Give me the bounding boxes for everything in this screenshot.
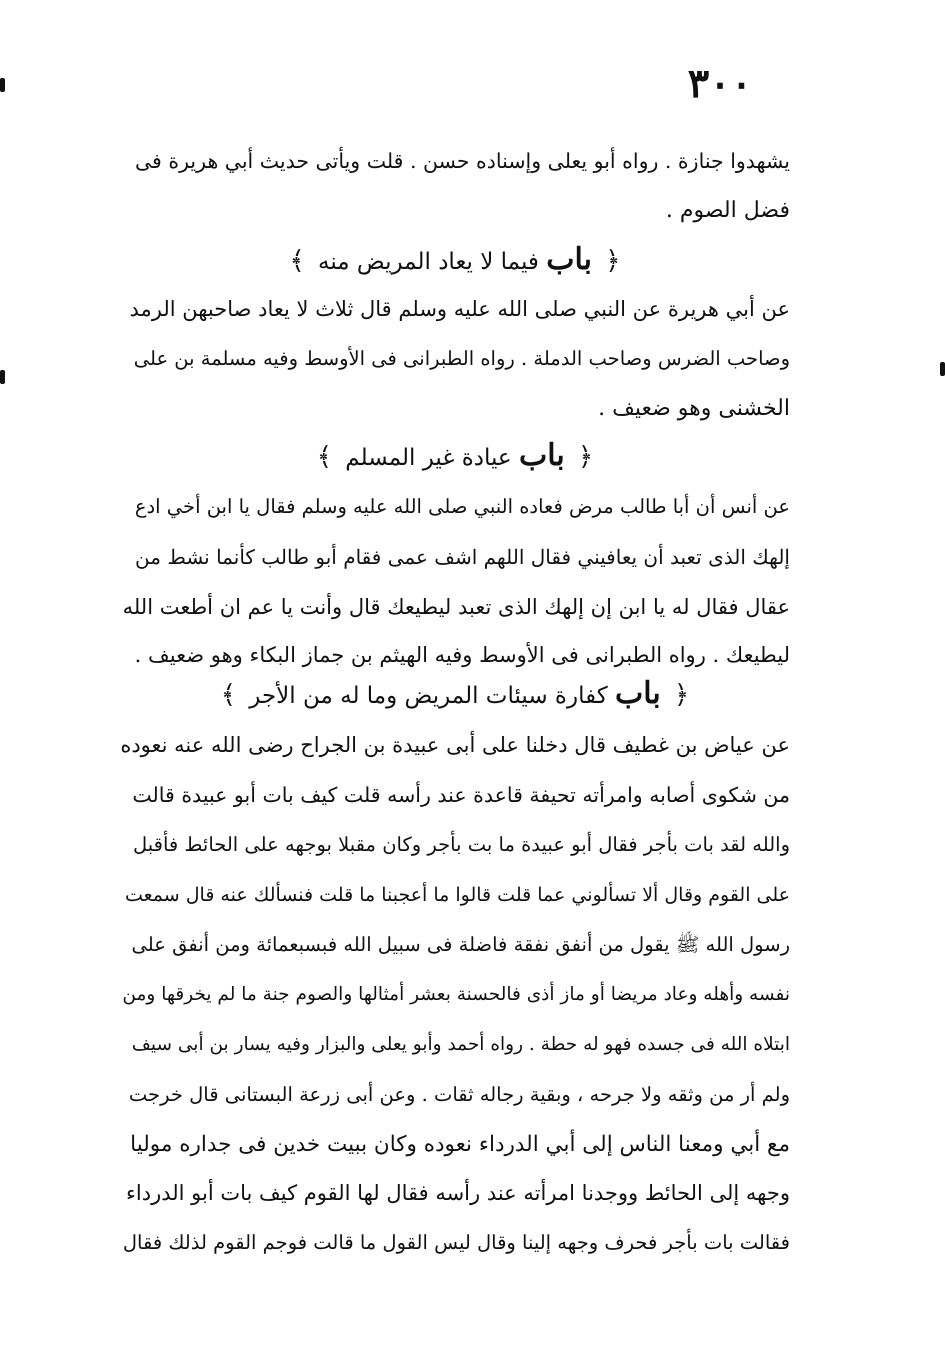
heading-bracket-open: ﴿ — [674, 680, 690, 710]
heading-bracket-close: ﴾ — [289, 246, 305, 276]
heading-bracket-open: ﴿ — [578, 442, 594, 472]
heading-bracket-open: ﴿ — [605, 246, 621, 276]
page-number: ٣٠٠ — [687, 60, 753, 107]
margin-mark — [0, 78, 5, 92]
section-heading — [120, 236, 790, 284]
text-line: ابتلاه الله فى جسده فهو له حطة . رواه أحمد وأبو يعلى والبزار وفيه يسار بن أبى سيف — [131, 1034, 790, 1055]
text-line: ليطيعك . رواه الطبرانى فى الأوسط وفيه الهيثم بن جماز البكاء وهو ضعيف . — [134, 643, 790, 667]
heading-bracket-close: ﴾ — [316, 442, 332, 472]
margin-mark — [940, 362, 945, 376]
text-line: وجهه إلى الحائط ووجدنا امرأته عند رأسه فقال لها القوم كيف بات أبو الدرداء — [126, 1181, 790, 1205]
text-line: عن أنس أن أبا طالب مرض فعاده النبي صلى الله عليه وسلم فقال يا ابن أخي ادع — [134, 495, 790, 518]
text-line: مع أبي ومعنا الناس إلى أبي الدرداء نعوده وكان ببيت خدين فى جداره موليا — [130, 1132, 790, 1157]
text-line: الخشنى وهو ضعيف . — [598, 396, 790, 421]
text-line: رسول الله ﷺ يقول من أنفق نفقة فاضلة فى سبيل الله فبسبعمائة ومن أنفق على — [131, 933, 790, 956]
heading-bab: باب — [546, 242, 592, 277]
text-line: ولم أر من وثقه ولا جرحه ، وبقية رجاله ثقات . وعن أبى زرعة البستانى قال خرجت — [128, 1083, 790, 1106]
heading-title: كفارة سيئات المريض وما له من الأجر — [249, 683, 608, 709]
heading-title: عيادة غير المسلم — [345, 445, 512, 471]
margin-mark — [0, 370, 5, 384]
section-heading — [120, 432, 790, 480]
heading-bab: باب — [615, 676, 661, 711]
text-line: على القوم وقال ألا تسألوني عما قلت قالوا ما أعجبنا ما قلت فنسألك عنه قال سمعت — [124, 884, 790, 906]
text-line: نفسه وأهله وعاد مريضا أو ماز أذى فالحسنة بعشر أمثالها والصوم جنة ما لم يخرقها ومن — [122, 984, 790, 1005]
heading-bracket-close: ﴾ — [220, 680, 236, 710]
text-line: فقالت بات بأجر فحرف وجهه إلينا وقال ليس القول ما قالت فوجم القوم لذلك فقال — [122, 1231, 790, 1254]
heading-bab: باب — [518, 438, 565, 473]
text-line: فضل الصوم . — [665, 198, 790, 223]
text-line: عقال فقال له يا ابن إن إلهك الذى تعبد ليطيعك قال وأنت يا عم ان أطعت الله — [122, 595, 790, 619]
text-line: والله لقد بات بأجر فقال أبو عبيدة ما بت بأجر وكان مقبلا بوجهه على الحائط فأقبل — [132, 833, 790, 856]
heading-title: فيما لا يعاد المريض منه — [318, 249, 539, 275]
text-line: وصاحب الضرس وصاحب الدملة . رواه الطبرانى فى الأوسط وفيه مسلمة بن على — [133, 347, 790, 370]
text-line: عن عياض بن غطيف قال دخلنا على أبى عبيدة بن الجراح رضى الله عنه نعوده — [120, 733, 790, 757]
text-line: يشهدوا جنازة . رواه أبو يعلى وإسناده حسن . قلت ويأتى حديث أبي هريرة فى — [134, 149, 790, 173]
section-heading — [120, 670, 790, 718]
text-line: عن أبي هريرة عن النبي صلى الله عليه وسلم قال ثلاث لا يعاد صاحبهن الرمد — [129, 297, 790, 321]
text-line: إلهك الذى تعبد أن يعافيني فقال اللهم اشف عمى فقام أبو طالب كأنما نشط من — [135, 545, 790, 569]
text-line: من شكوى أصابه وامرأته تحيفة قاعدة عند رأسه قلت كيف بات أبو عبيدة قالت — [132, 783, 790, 807]
